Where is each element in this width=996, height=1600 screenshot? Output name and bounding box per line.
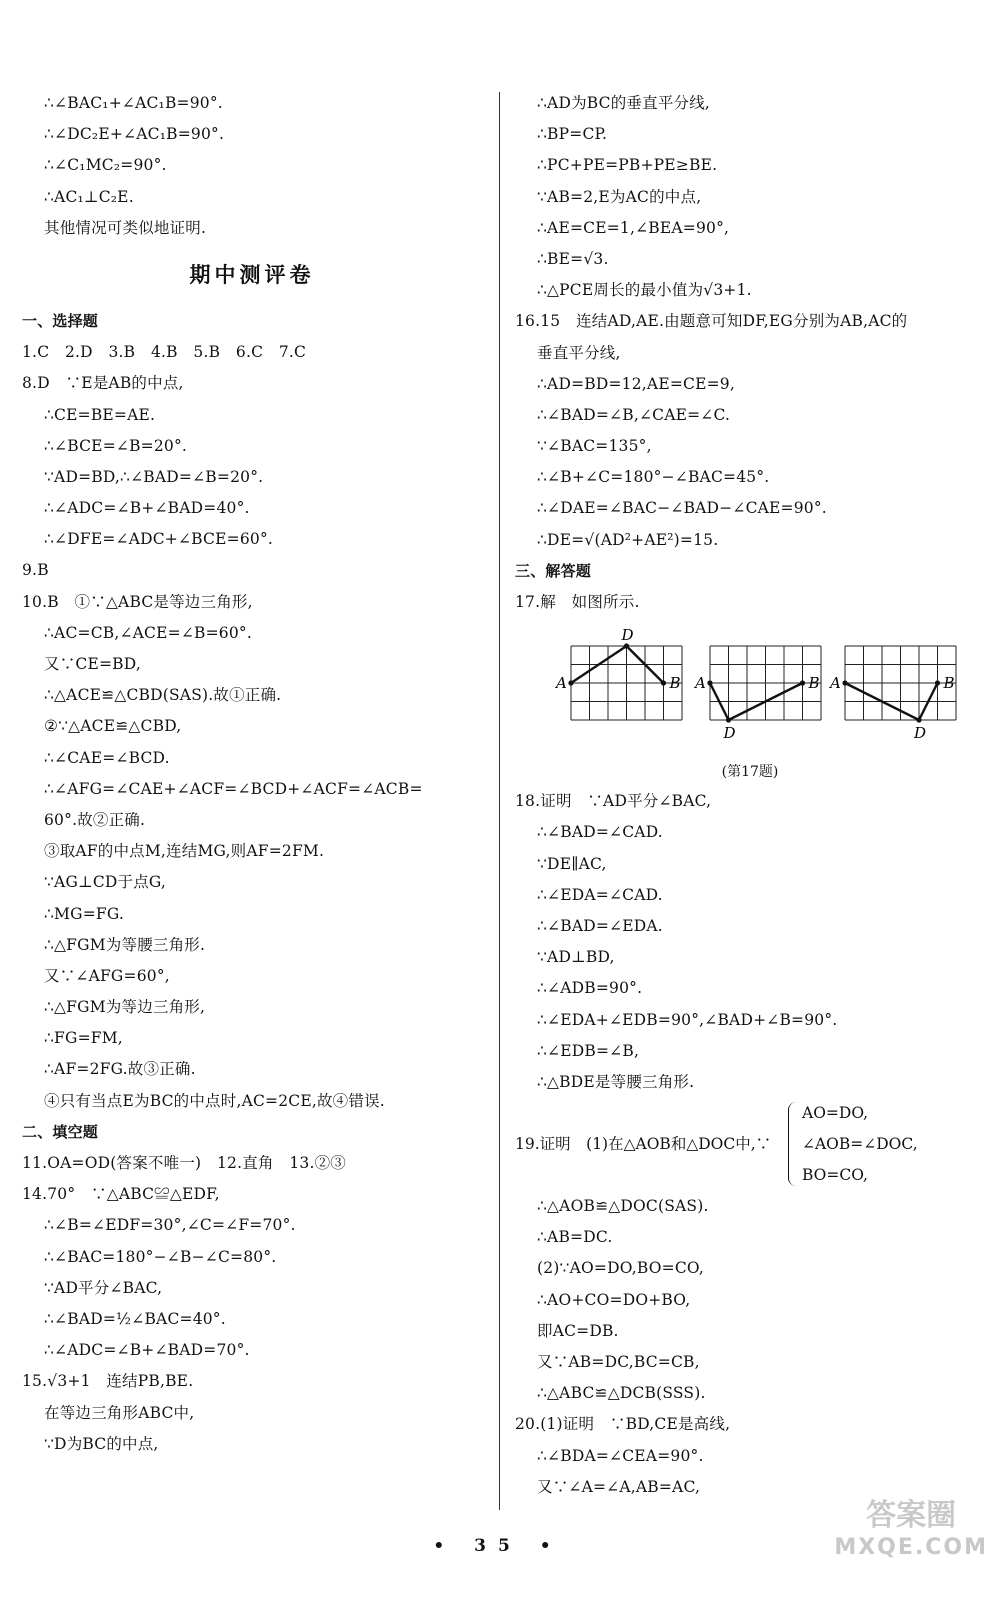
text-line: 14.70° ∵△ABC≌△EDF,: [22, 1185, 220, 1204]
text-line: 18.证明 ∵AD平分∠BAC,: [515, 792, 712, 811]
text-line: ∴FG=FM,: [44, 1029, 123, 1048]
text-line: ∴∠B=∠EDF=30°,∠C=∠F=70°.: [44, 1216, 296, 1235]
vertex-label-b: B: [808, 674, 820, 693]
vertex-point: [707, 681, 712, 686]
text-line: ∴BE=√3.: [537, 249, 609, 268]
q19-lead: 19.证明 (1)在△AOB和△DOC中,∵: [515, 1135, 772, 1154]
text-line: ∴△PCE周长的最小值为√3+1.: [537, 281, 752, 300]
brace-icon: [788, 1102, 799, 1186]
text-line: ∴AB=DC.: [537, 1228, 613, 1247]
text-line: ∵AD=BD,∴∠BAD=∠B=20°.: [44, 467, 264, 486]
text-line: ∴∠B+∠C=180°−∠BAC=45°.: [537, 468, 770, 487]
text-line: ∵∠BAC=135°,: [537, 437, 652, 456]
text-line: ∴∠EDB=∠B,: [537, 1041, 640, 1060]
text-line: ∴CE=BE=AE.: [44, 405, 156, 424]
text-line: ∴AD为BC的垂直平分线,: [537, 94, 711, 112]
text-line: 60°.故②正确.: [44, 810, 146, 829]
text-line: ②∵△ACE≌△CBD,: [44, 717, 182, 736]
text-line: ∴BP=CP.: [537, 125, 608, 144]
text-line: ∴∠AFG=∠CAE+∠ACF=∠BCD+∠ACF=∠ACB=: [44, 779, 423, 798]
text-line: ∴∠BAC=180°−∠B−∠C=80°.: [44, 1247, 277, 1266]
text-line: ∴∠BDA=∠CEA=90°.: [537, 1446, 704, 1465]
text-line: 11.OA=OD(答案不唯一) 12.直角 13.②③: [22, 1154, 346, 1172]
vertex-point: [800, 681, 805, 686]
vertex-label-b: B: [669, 674, 681, 693]
watermark-text: 答案圈: [866, 1498, 957, 1533]
vertex-point: [935, 681, 940, 686]
q19-condition: AO=DO,: [802, 1104, 869, 1123]
text-line: ∴∠DFE=∠ADC+∠BCE=60°.: [44, 530, 274, 549]
text-line: ∴∠CAE=∠BCD.: [44, 748, 170, 767]
text-line: ④只有当点E为BC的中点时,AC=2CE,故④错误.: [44, 1091, 385, 1110]
right-column: [515, 88, 985, 1503]
q19-condition: BO=CO,: [802, 1166, 868, 1185]
text-line: 15.√3+1 连结PB,BE.: [22, 1372, 194, 1391]
vertex-point: [842, 681, 847, 686]
text-line: 又∵AB=DC,BC=CB,: [537, 1353, 700, 1371]
right-column-mid: [515, 786, 985, 1098]
figure-17-grids: [515, 618, 985, 758]
text-line: 20.(1)证明 ∵BD,CE是高线,: [515, 1415, 731, 1434]
figure-caption: (第17题): [721, 764, 779, 781]
text-line: ∴∠EDA+∠EDB=90°,∠BAD+∠B=90°.: [537, 1010, 838, 1029]
text-line: ∴∠BAD=∠CAD.: [537, 823, 663, 842]
vertex-label-d: D: [723, 724, 736, 743]
vertex-label-b: B: [943, 674, 955, 693]
text-line: ∴∠BAD=∠EDA.: [537, 916, 663, 935]
text-line: 10.B ①∵△ABC是等边三角形,: [22, 592, 253, 611]
text-line: ∴∠BAD=½∠BAC=40°.: [44, 1309, 226, 1328]
text-line: 又∵∠AFG=60°,: [44, 966, 170, 985]
text-line: 1.C 2.D 3.B 4.B 5.B 6.C 7.C: [22, 343, 307, 362]
text-line: ∴PC+PE=PB+PE≥BE.: [537, 156, 718, 175]
text-line: ∴△ABC≌△DCB(SSS).: [537, 1384, 706, 1403]
section-heading: 二、填空题: [22, 1122, 99, 1141]
text-line: ∴AC=CB,∠ACE=∠B=60°.: [44, 623, 252, 642]
text-line: ∵AG⊥CD于点G,: [44, 873, 167, 892]
watermark-logo: [834, 1500, 988, 1564]
vertex-label-a: A: [695, 674, 706, 693]
text-line: ∴△ACE≌△CBD(SAS).故①正确.: [44, 686, 282, 705]
section-title: 期中测评卷: [189, 262, 315, 287]
right-column-top: [515, 88, 985, 618]
text-line: ∴△BDE是等腰三角形.: [537, 1072, 695, 1091]
text-line: 9.B: [22, 561, 49, 580]
text-line: ∴∠ADC=∠B+∠BAD=70°.: [44, 1341, 250, 1360]
watermark-url: MXQE.COM: [834, 1535, 988, 1560]
left-column: [22, 88, 482, 1460]
page-number: • 35 •: [433, 1536, 563, 1556]
text-line: ∴∠BAC₁+∠AC₁B=90°.: [44, 94, 223, 112]
text-line: ∴AC₁⊥C₂E.: [44, 187, 134, 206]
text-line: 8.D ∵E是AB的中点,: [22, 374, 184, 393]
text-line: ∵AD⊥BD,: [537, 948, 615, 967]
text-line: 又∵∠A=∠A,AB=AC,: [537, 1477, 701, 1496]
text-line: ∴AF=2FG.故③正确.: [44, 1060, 196, 1079]
text-line: ∴∠EDA=∠CAD.: [537, 885, 663, 904]
text-line: ③取AF的中点M,连结MG,则AF=2FM.: [44, 842, 325, 861]
text-line: ∴DE=√(AD²+AE²)=15.: [537, 530, 719, 549]
text-line: (2)∵AO=DO,BO=CO,: [537, 1259, 705, 1278]
vertex-point: [661, 681, 666, 686]
q19-given-conditions: [515, 1098, 985, 1191]
figure-17: [515, 618, 985, 758]
text-line: ∴∠C₁MC₂=90°.: [44, 156, 167, 175]
text-line: ∴△AOB≌△DOC(SAS).: [537, 1197, 709, 1216]
text-line: ∴∠ADB=90°.: [537, 979, 643, 998]
text-line: ∴AE=CE=1,∠BEA=90°,: [537, 218, 730, 237]
text-line: 16.15 连结AD,AE.由题意可知DF,EG分别为AB,AC的: [515, 312, 908, 331]
text-line: ∴AO+CO=DO+BO,: [537, 1290, 691, 1309]
text-line: 在等边三角形ABC中,: [44, 1403, 195, 1422]
text-line: 17.解 如图所示.: [515, 593, 640, 611]
text-line: ∴∠ADC=∠B+∠BAD=40°.: [44, 499, 250, 518]
vertex-label-d: D: [914, 724, 927, 743]
q19-condition: ∠AOB=∠DOC,: [802, 1135, 918, 1154]
text-line: ∵D为BC的中点,: [44, 1434, 159, 1453]
text-line: ∴△FGM为等腰三角形.: [44, 935, 206, 954]
text-line: ∴AD=BD=12,AE=CE=9,: [537, 374, 735, 393]
text-line: ∵DE∥AC,: [537, 854, 607, 873]
vertex-point: [916, 718, 921, 723]
vertex-label-a: A: [556, 674, 567, 693]
text-line: ∴∠DC₂E+∠AC₁B=90°.: [44, 125, 225, 144]
text-line: ∴△FGM为等边三角形,: [44, 998, 206, 1017]
vertex-point: [568, 681, 573, 686]
right-column-bottom: [515, 1191, 985, 1503]
text-line: 垂直平分线,: [537, 343, 621, 362]
column-divider: [499, 92, 500, 1510]
text-line: 又∵CE=BD,: [44, 655, 141, 673]
text-line: ∴∠BAD=∠B,∠CAE=∠C.: [537, 405, 731, 424]
text-line: 即AC=DB.: [537, 1321, 619, 1340]
text-line: 其他情况可类似地证明.: [44, 218, 207, 237]
vertex-point: [726, 718, 731, 723]
text-line: ∴∠DAE=∠BAC−∠BAD−∠CAE=90°.: [537, 499, 827, 518]
vertex-point: [624, 644, 629, 649]
text-line: ∵AB=2,E为AC的中点,: [537, 187, 702, 206]
vertex-label-a: A: [830, 674, 841, 693]
text-line: ∴MG=FG.: [44, 904, 125, 923]
section-heading: 三、解答题: [515, 561, 592, 580]
vertex-label-d: D: [621, 626, 634, 645]
section-heading: 一、选择题: [22, 311, 99, 330]
text-line: ∵AD平分∠BAC,: [44, 1278, 163, 1297]
text-line: ∴∠BCE=∠B=20°.: [44, 436, 188, 455]
